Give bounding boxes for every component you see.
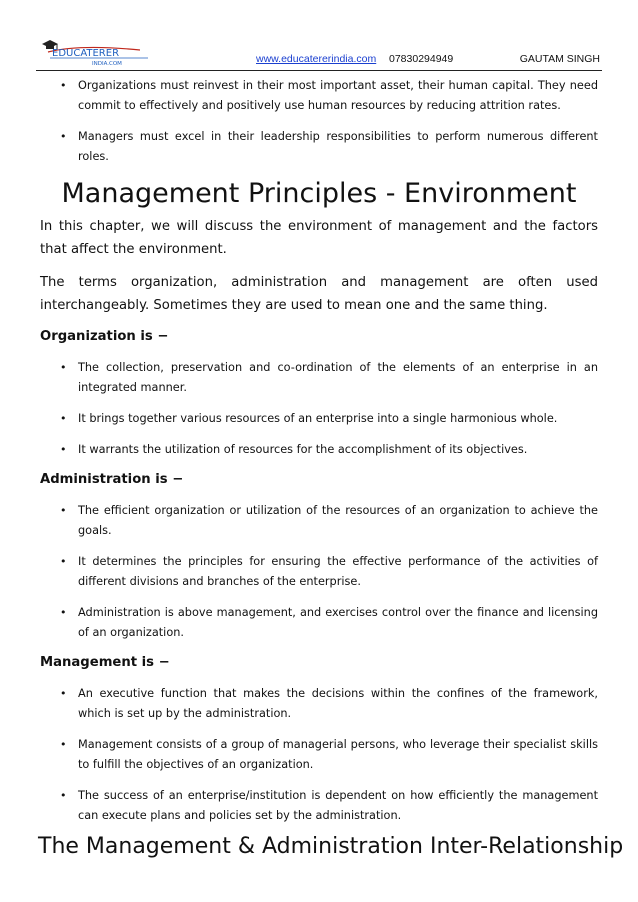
bullet-icon: • xyxy=(60,555,67,568)
list-item xyxy=(40,684,598,724)
list-item-text: Managers must excel in their leadership responsibilities to perform numerous different roles. xyxy=(78,130,598,163)
bullet-icon: • xyxy=(60,504,67,517)
list-item xyxy=(40,786,598,826)
list-item xyxy=(40,440,598,460)
list-item xyxy=(40,76,598,116)
bullet-icon: • xyxy=(60,687,67,700)
terms-line-2: interchangeably. Sometimes they are used to mean one and the same thing. xyxy=(40,298,548,313)
list-item-text: An executive function that makes the decisions within the confines of the framework, which is set up by the administration. xyxy=(78,687,598,720)
bullet-icon: • xyxy=(60,130,67,143)
page-header xyxy=(36,38,602,71)
phone-number: 07830294949 xyxy=(389,53,454,65)
list-item-text: The efficient organization or utilization of the resources of an organization to achieve the goals. xyxy=(78,504,598,537)
list-item-text: Administration is above management, and exercises control over the finance and licensing of an organization. xyxy=(78,606,598,639)
administration-bullet-list xyxy=(40,501,598,643)
intro-paragraph: In this chapter, we will discuss the environment of management and the factors that affect the environment. xyxy=(40,219,598,257)
bullet-icon: • xyxy=(60,738,67,751)
section-heading-management: Management is − xyxy=(40,655,170,670)
logo-text-bottom: INDIA.COM xyxy=(92,61,122,66)
list-item-text: Organizations must reinvest in their most important asset, their human capital. They need commit to effectively and positively use human resources by reducing attrition rates. xyxy=(78,79,598,112)
section-heading-administration: Administration is − xyxy=(40,472,184,487)
terms-paragraph xyxy=(40,271,598,317)
list-item-text: The collection, preservation and co-ordination of the elements of an enterprise in an integrated manner. xyxy=(78,361,598,394)
logo-text-top: EDUCATERER xyxy=(52,48,120,59)
list-item xyxy=(40,127,598,167)
list-item xyxy=(40,552,598,592)
terms-line-1: The terms organization, administration and management are often used xyxy=(40,275,598,290)
page-title: Management Principles - Environment xyxy=(61,178,577,209)
list-item xyxy=(40,735,598,775)
intro-bullet-list xyxy=(40,76,598,167)
list-item xyxy=(40,409,598,429)
document-body xyxy=(40,76,598,837)
list-item xyxy=(40,501,598,541)
next-section-title: The Management & Administration Inter-Relationship xyxy=(38,834,624,859)
author-name: GAUTAM SINGH xyxy=(519,53,600,65)
list-item-text: The success of an enterprise/institution is dependent on how efficiently the management can execute plans and policies set by the administration. xyxy=(78,789,598,822)
educaterer-logo xyxy=(40,38,152,66)
bullet-icon: • xyxy=(60,412,67,425)
list-item xyxy=(40,603,598,643)
bullet-icon: • xyxy=(60,789,67,802)
website-link[interactable]: www.educatererindia.com xyxy=(256,53,377,65)
bullet-icon: • xyxy=(60,79,67,92)
organization-bullet-list xyxy=(40,358,598,460)
bullet-icon: • xyxy=(60,606,67,619)
management-bullet-list xyxy=(40,684,598,826)
bullet-icon: • xyxy=(60,361,67,374)
list-item-text: Management consists of a group of managerial persons, who leverage their specialist skills to fulfill the objectives of an organization. xyxy=(78,738,598,771)
list-item-text: It warrants the utilization of resources for the accomplishment of its objectives. xyxy=(78,443,528,456)
list-item-text: It determines the principles for ensuring the effective performance of the activities of different divisions and branches of the enterprise. xyxy=(78,555,598,588)
list-item xyxy=(40,358,598,398)
bullet-icon: • xyxy=(60,443,67,456)
list-item-text: It brings together various resources of an enterprise into a single harmonious whole. xyxy=(78,412,558,425)
section-heading-organization: Organization is − xyxy=(40,329,169,344)
